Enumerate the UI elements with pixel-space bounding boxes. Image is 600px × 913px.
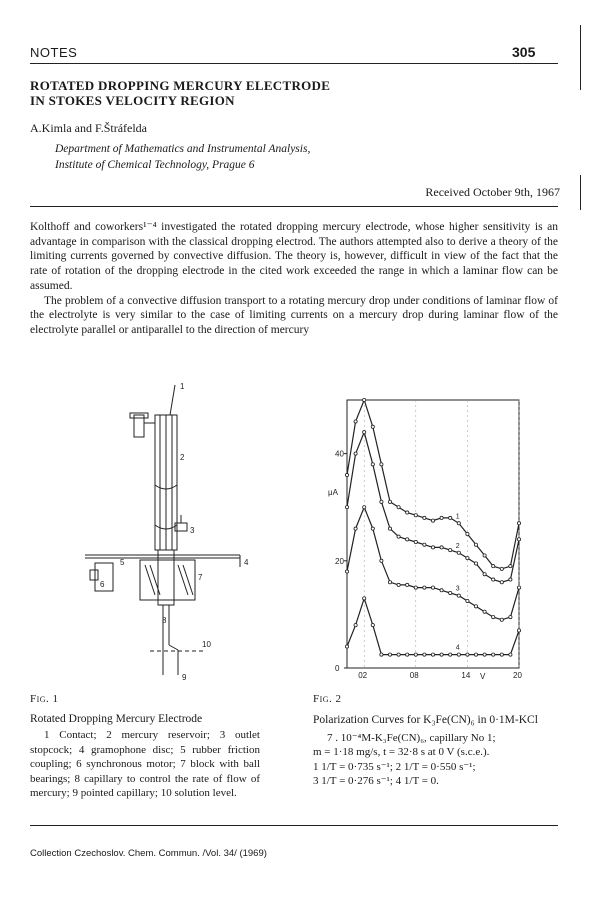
- part-label: 3: [190, 526, 195, 535]
- data-point: [431, 546, 434, 549]
- x-tick-label: 08: [409, 671, 419, 680]
- data-point: [492, 615, 495, 618]
- chart-frame: [347, 400, 519, 668]
- data-point: [483, 610, 486, 613]
- data-point: [440, 516, 443, 519]
- fig1-caption-text: 1 Contact; 2 mercury reservoir; 3 outlet stopcock; 4 gramophone disc; 5 rubber friction coupling; 6 synchronous motor; 7 block with ball bearings; 8 capillary to control the rate of flow of mercury; 9 pointed capillary; 10 solution level.: [30, 729, 260, 799]
- fig2-caption-line: m = 1·18 mg/s, t = 32·8 s at 0 V (s.c.e.).: [313, 746, 490, 758]
- paragraph: Kolthoff and coworkers¹⁻⁴ investigated the rotated dropping mercury electrode, whose higher sensitivity is an advantage in comparison with the classical dropping electrod. The authors attempted also to derive a theory of the limiting currents governed by convective diffusion. The theory is, however, difficult in view of the fact that the rate of rotation of the dropping electrode in the cited work exceeded the range in which a laminar flow can be assumed.: [30, 221, 558, 292]
- data-point: [388, 581, 391, 584]
- data-point: [371, 463, 374, 466]
- series-label: 2: [455, 542, 460, 550]
- series-label: 1: [455, 513, 460, 521]
- data-point: [500, 618, 503, 621]
- x-tick-label: 02: [358, 671, 368, 680]
- data-point: [509, 653, 512, 656]
- series-label: 3: [455, 585, 460, 593]
- data-point: [388, 653, 391, 656]
- fig2-caption: [313, 693, 561, 789]
- data-point: [483, 653, 486, 656]
- data-point: [388, 500, 391, 503]
- part-label: 8: [162, 616, 167, 625]
- x-tick-label: 14: [461, 671, 471, 680]
- data-point: [397, 506, 400, 509]
- part-label: 4: [244, 558, 249, 567]
- data-point: [363, 431, 366, 434]
- data-point: [509, 615, 512, 618]
- y-tick-label: 40: [335, 449, 344, 459]
- data-point: [380, 559, 383, 562]
- data-point: [500, 581, 503, 584]
- data-point: [406, 511, 409, 514]
- data-point: [397, 583, 400, 586]
- data-point: [354, 452, 357, 455]
- data-point: [457, 594, 460, 597]
- data-point: [517, 586, 520, 589]
- data-point: [474, 562, 477, 565]
- paragraph: The problem of a convective diffusion transport to a rotating mercury drop under conditions of laminar flow of the electrolyte is very similar to the case of limiting currents on a mercury drop during laminar flow of the electrolyte parallel or antiparallel to the direction of mercury: [30, 294, 558, 336]
- data-point: [440, 546, 443, 549]
- authors: A.Kimla and F.Štráfelda: [30, 121, 148, 135]
- footer-rule: [30, 825, 558, 826]
- data-point: [431, 519, 434, 522]
- data-point: [406, 583, 409, 586]
- received-date: Received October 9th, 1967: [425, 185, 560, 199]
- data-point: [345, 506, 348, 509]
- data-point: [380, 653, 383, 656]
- data-point: [492, 578, 495, 581]
- part-label: 7: [198, 573, 203, 582]
- fig1-apparatus-drawing: [30, 375, 290, 685]
- part-label: 5: [120, 558, 125, 567]
- margin-bar: [580, 175, 581, 210]
- article-title: ROTATED DROPPING MERCURY ELECTRODE IN STOKES VELOCITY REGION: [30, 78, 331, 108]
- data-point: [466, 557, 469, 560]
- series-line-3: [347, 507, 519, 620]
- data-point: [414, 586, 417, 589]
- data-point: [380, 463, 383, 466]
- data-point: [440, 653, 443, 656]
- data-point: [406, 538, 409, 541]
- series-line-2: [347, 432, 519, 582]
- data-point: [423, 586, 426, 589]
- data-point: [371, 527, 374, 530]
- data-point: [500, 653, 503, 656]
- data-point: [457, 551, 460, 554]
- fig2-caption-line: 7 . 10⁻⁴M-K₃Fe(CN)₆, capillary No 1;: [327, 731, 496, 744]
- data-point: [354, 624, 357, 627]
- journal-citation: Collection Czechoslov. Chem. Commun. /Vol. 34/ (1969): [30, 848, 267, 859]
- part-label: 10: [202, 640, 211, 649]
- data-point: [449, 516, 452, 519]
- fig2-label: Fig. 2: [313, 693, 342, 705]
- data-point: [414, 514, 417, 517]
- data-point: [483, 554, 486, 557]
- y-tick-label: 0: [335, 664, 340, 673]
- data-point: [371, 425, 374, 428]
- section-rule: [30, 206, 558, 207]
- y-axis-label: μA: [328, 488, 338, 497]
- data-point: [388, 527, 391, 530]
- data-point: [492, 653, 495, 656]
- data-point: [457, 522, 460, 525]
- data-point: [483, 573, 486, 576]
- part-label: 9: [182, 673, 187, 682]
- data-point: [423, 653, 426, 656]
- part-label: 6: [100, 580, 105, 589]
- data-point: [466, 599, 469, 602]
- part-label: 1: [180, 382, 185, 391]
- data-point: [474, 653, 477, 656]
- data-point: [466, 653, 469, 656]
- data-point: [474, 605, 477, 608]
- data-point: [423, 516, 426, 519]
- data-point: [397, 653, 400, 656]
- data-point: [354, 527, 357, 530]
- fig2-caption-line: 1 1/T = 0·735 s⁻¹; 2 1/T = 0·550 s⁻¹;: [313, 760, 476, 773]
- data-point: [363, 597, 366, 600]
- affiliation: Department of Mathematics and Instrumental Analysis, Institute of Chemical Technology, Prague 6: [55, 143, 311, 171]
- data-point: [517, 629, 520, 632]
- fig1-label: Fig. 1: [30, 693, 59, 705]
- data-point: [466, 532, 469, 535]
- fig2-title: Polarization Curves for K₃Fe(CN)₆ in 0·1M-KCl: [313, 714, 538, 726]
- data-point: [431, 653, 434, 656]
- fig2-polarization-chart: [320, 395, 530, 685]
- data-point: [363, 506, 366, 509]
- data-point: [345, 473, 348, 476]
- data-point: [431, 586, 434, 589]
- data-point: [449, 591, 452, 594]
- data-point: [457, 653, 460, 656]
- data-point: [363, 398, 366, 401]
- fig2-caption-line: 3 1/T = 0·276 s⁻¹; 4 1/T = 0.: [313, 775, 439, 787]
- data-point: [423, 543, 426, 546]
- body-text: [30, 220, 558, 338]
- data-point: [354, 420, 357, 423]
- fig1-title: Rotated Dropping Mercury Electrode: [30, 713, 203, 725]
- data-point: [406, 653, 409, 656]
- x-axis-label: V: [480, 672, 486, 681]
- data-point: [371, 624, 374, 627]
- y-tick-label: 20: [335, 556, 344, 566]
- running-head: NOTES: [30, 45, 78, 60]
- part-label: 2: [180, 453, 185, 462]
- margin-bar: [580, 25, 581, 90]
- data-point: [440, 589, 443, 592]
- fig1-caption: [30, 693, 260, 801]
- data-point: [517, 522, 520, 525]
- data-point: [492, 565, 495, 568]
- page-number: 305: [512, 44, 536, 60]
- data-point: [474, 543, 477, 546]
- data-point: [345, 645, 348, 648]
- x-tick-label: 20: [513, 671, 522, 680]
- data-point: [517, 538, 520, 541]
- data-point: [449, 548, 452, 551]
- data-point: [380, 500, 383, 503]
- data-point: [397, 535, 400, 538]
- data-point: [414, 653, 417, 656]
- data-point: [509, 565, 512, 568]
- header-rule: [30, 63, 558, 64]
- data-point: [345, 570, 348, 573]
- series-label: 4: [455, 644, 460, 652]
- data-point: [414, 540, 417, 543]
- data-point: [509, 578, 512, 581]
- data-point: [449, 653, 452, 656]
- data-point: [500, 567, 503, 570]
